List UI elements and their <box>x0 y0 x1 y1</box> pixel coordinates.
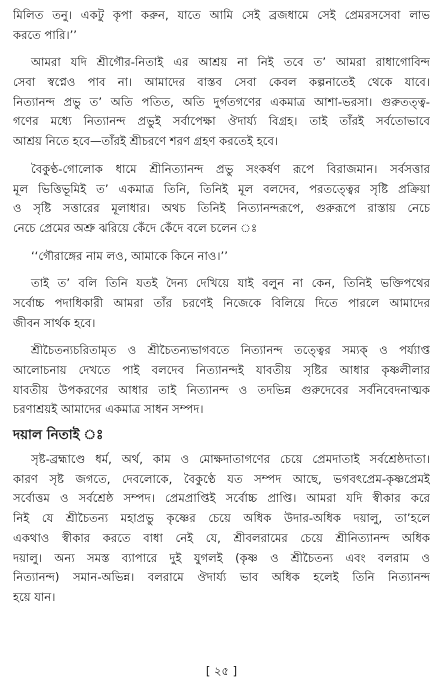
text-line: সেবা স্বপ্নেও পাব না। আমাদের বাস্তব সেবা কেবল কল্পনাতেই থেকে যাবে। <box>13 75 430 90</box>
text-line: করতে পারি।’’ <box>13 27 77 42</box>
text-line: চরণাশ্রয়ই আমাদের একমাত্র সাধন সম্পদ। <box>13 402 204 417</box>
text-line: মূল ভিত্তিভূমিই ত’ একমাত্র তিনি, তিনিই মূল বলদেব, পরতত্ত্বের সৃষ্টি প্রক্রিয়া <box>13 181 430 196</box>
text-line: গণের মধ্যে নিত্যানন্দ প্রভুই সর্বাপেক্ষা ঔদার্য্য বিগ্রহ। তাই তাঁরই সর্বতোভাবে <box>13 114 430 129</box>
section-heading: দয়াল নিতাই ঃ <box>13 427 104 444</box>
text-line: মিলিত তনু। একটু কৃপা করুন, যাতে আমি সেই ব্রজধামে সেই প্রেমরসসেবা লাভ <box>13 8 430 22</box>
text-line: বৈকুণ্ঠ-গোলোক ধামে শ্রীনিত্যানন্দ প্রভু সংকর্ষণ রূপে বিরাজমান। সর্বসত্তার <box>31 161 430 176</box>
text-line: সর্বোত্তম ও সর্বশ্রেষ্ঠ সম্পদ। প্রেমপ্রাপ্তিই সর্বোচ্চ প্রাপ্তি। আমরা যদি স্বীকার করে <box>13 491 430 506</box>
section-paragraph <box>13 450 430 608</box>
paragraph-2 <box>13 53 430 151</box>
text-line: জীবন সার্থক হবে। <box>13 315 96 330</box>
paragraph-3 <box>13 160 430 239</box>
paragraph-5 <box>13 341 430 420</box>
text-line: নিত্যানন্দ প্রভু ত’ অতি পতিত, অতি দুর্গতগণের একমাত্র আশা-ভরসা। গুরুতত্ত্ব- <box>13 94 430 109</box>
text-line: দয়ালু। অন্য সমস্ত ব্যাপারে দুই যুগলই (কৃষ্ণ ও শ্রীচৈতন্য এবং বলরাম ও <box>13 550 430 565</box>
text-line: শ্রীচৈতন্যচরিতামৃত ও শ্রীচৈতন্যভাগবতে নিত্যানন্দ তত্ত্বের সম্যক্ ও পর্য্যাপ্ত <box>31 343 430 358</box>
text-line: আলোচনায় দেখতে পাই বলদেব নিত্যানন্দই যাবতীয় সৃষ্টির আধার কৃষ্ণলীলার <box>13 363 430 377</box>
text-line: ও সৃষ্টি সত্তারের মূলাধার। অথচ তিনিই নিত্যানন্দরূপে, গুরুরূপে রাস্তায় নেচে <box>13 201 430 216</box>
text-line: নিই যে শ্রীচৈতন্য মহাপ্রভু কৃষ্ণের চেয়ে অধিক উদার-অধিক দয়ালু, তা’হলে <box>13 511 430 526</box>
text-line: সর্বোচ্চ পদাধিকারী আমরা তাঁর চরণেই নিজেকে বিলিয়ে দিতে পারলে আমাদের <box>13 295 430 310</box>
text-line: হয়ে যান। <box>13 589 56 604</box>
text-line: যাবতীয় উপকরণের আধার তাই নিত্যানন্দ ও তদভিন্ন গুরুদেবের সর্বনিবেদনাত্মক <box>13 382 430 397</box>
quote <box>13 247 430 267</box>
paragraph-4 <box>13 274 430 333</box>
text-line: নেচে প্রেমের অশ্রু ঝরিয়ে কেঁদে কেঁদে বলে চলেন ঃ <box>13 220 258 235</box>
text-line: সৃষ্ট-ব্রহ্মাণ্ডে ধর্ম, অর্থ, কাম ও মোক্ষদাতাগণের চেয়ে প্রেমদাতাই সর্বশ্রেষ্ঠদাতা। <box>31 452 430 467</box>
text-line: কারণ সৃষ্ট জগতে, দেবলোকে, বৈকুণ্ঠে যত সম্পদ আছে, ভগবৎপ্রেম-কৃষ্ণপ্রেমই <box>13 471 430 486</box>
text-line: তাই ত’ বলি তিনি যতই দৈন্য দেখিয়ে যাই বলুন না কেন, তিনিই ভক্তিপথের <box>31 276 430 291</box>
quote-line: ‘‘গৌরাঙ্গের নাম লও, আমাকে কিনে নাও।’’ <box>31 248 228 263</box>
text-line: একথাও স্বীকার করতে বাধা নেই যে, শ্রীবলরামের চেয়ে শ্রীনিত্যানন্দ অধিক <box>13 530 430 545</box>
page-number: [ ২৫ ] <box>205 664 238 678</box>
text-line: নিত্যানন্দ) সমান-অভিন্ন। বলরামে ঔদার্য্য ভাব অধিক হলেই তিনি নিত্যানন্দ <box>13 570 430 585</box>
text-line: আশ্রয় নিতে হবে—তাঁরই শ্রীচরণে শরণ গ্রহণ করতেই হবে। <box>13 134 279 149</box>
paragraph-1 <box>13 6 430 45</box>
text-line: আমরা যদি শ্রীগৌর-নিতাই এর আশ্রয় না নিই তবে ত’ আমরা রাধাগোবিন্দ <box>31 55 430 70</box>
